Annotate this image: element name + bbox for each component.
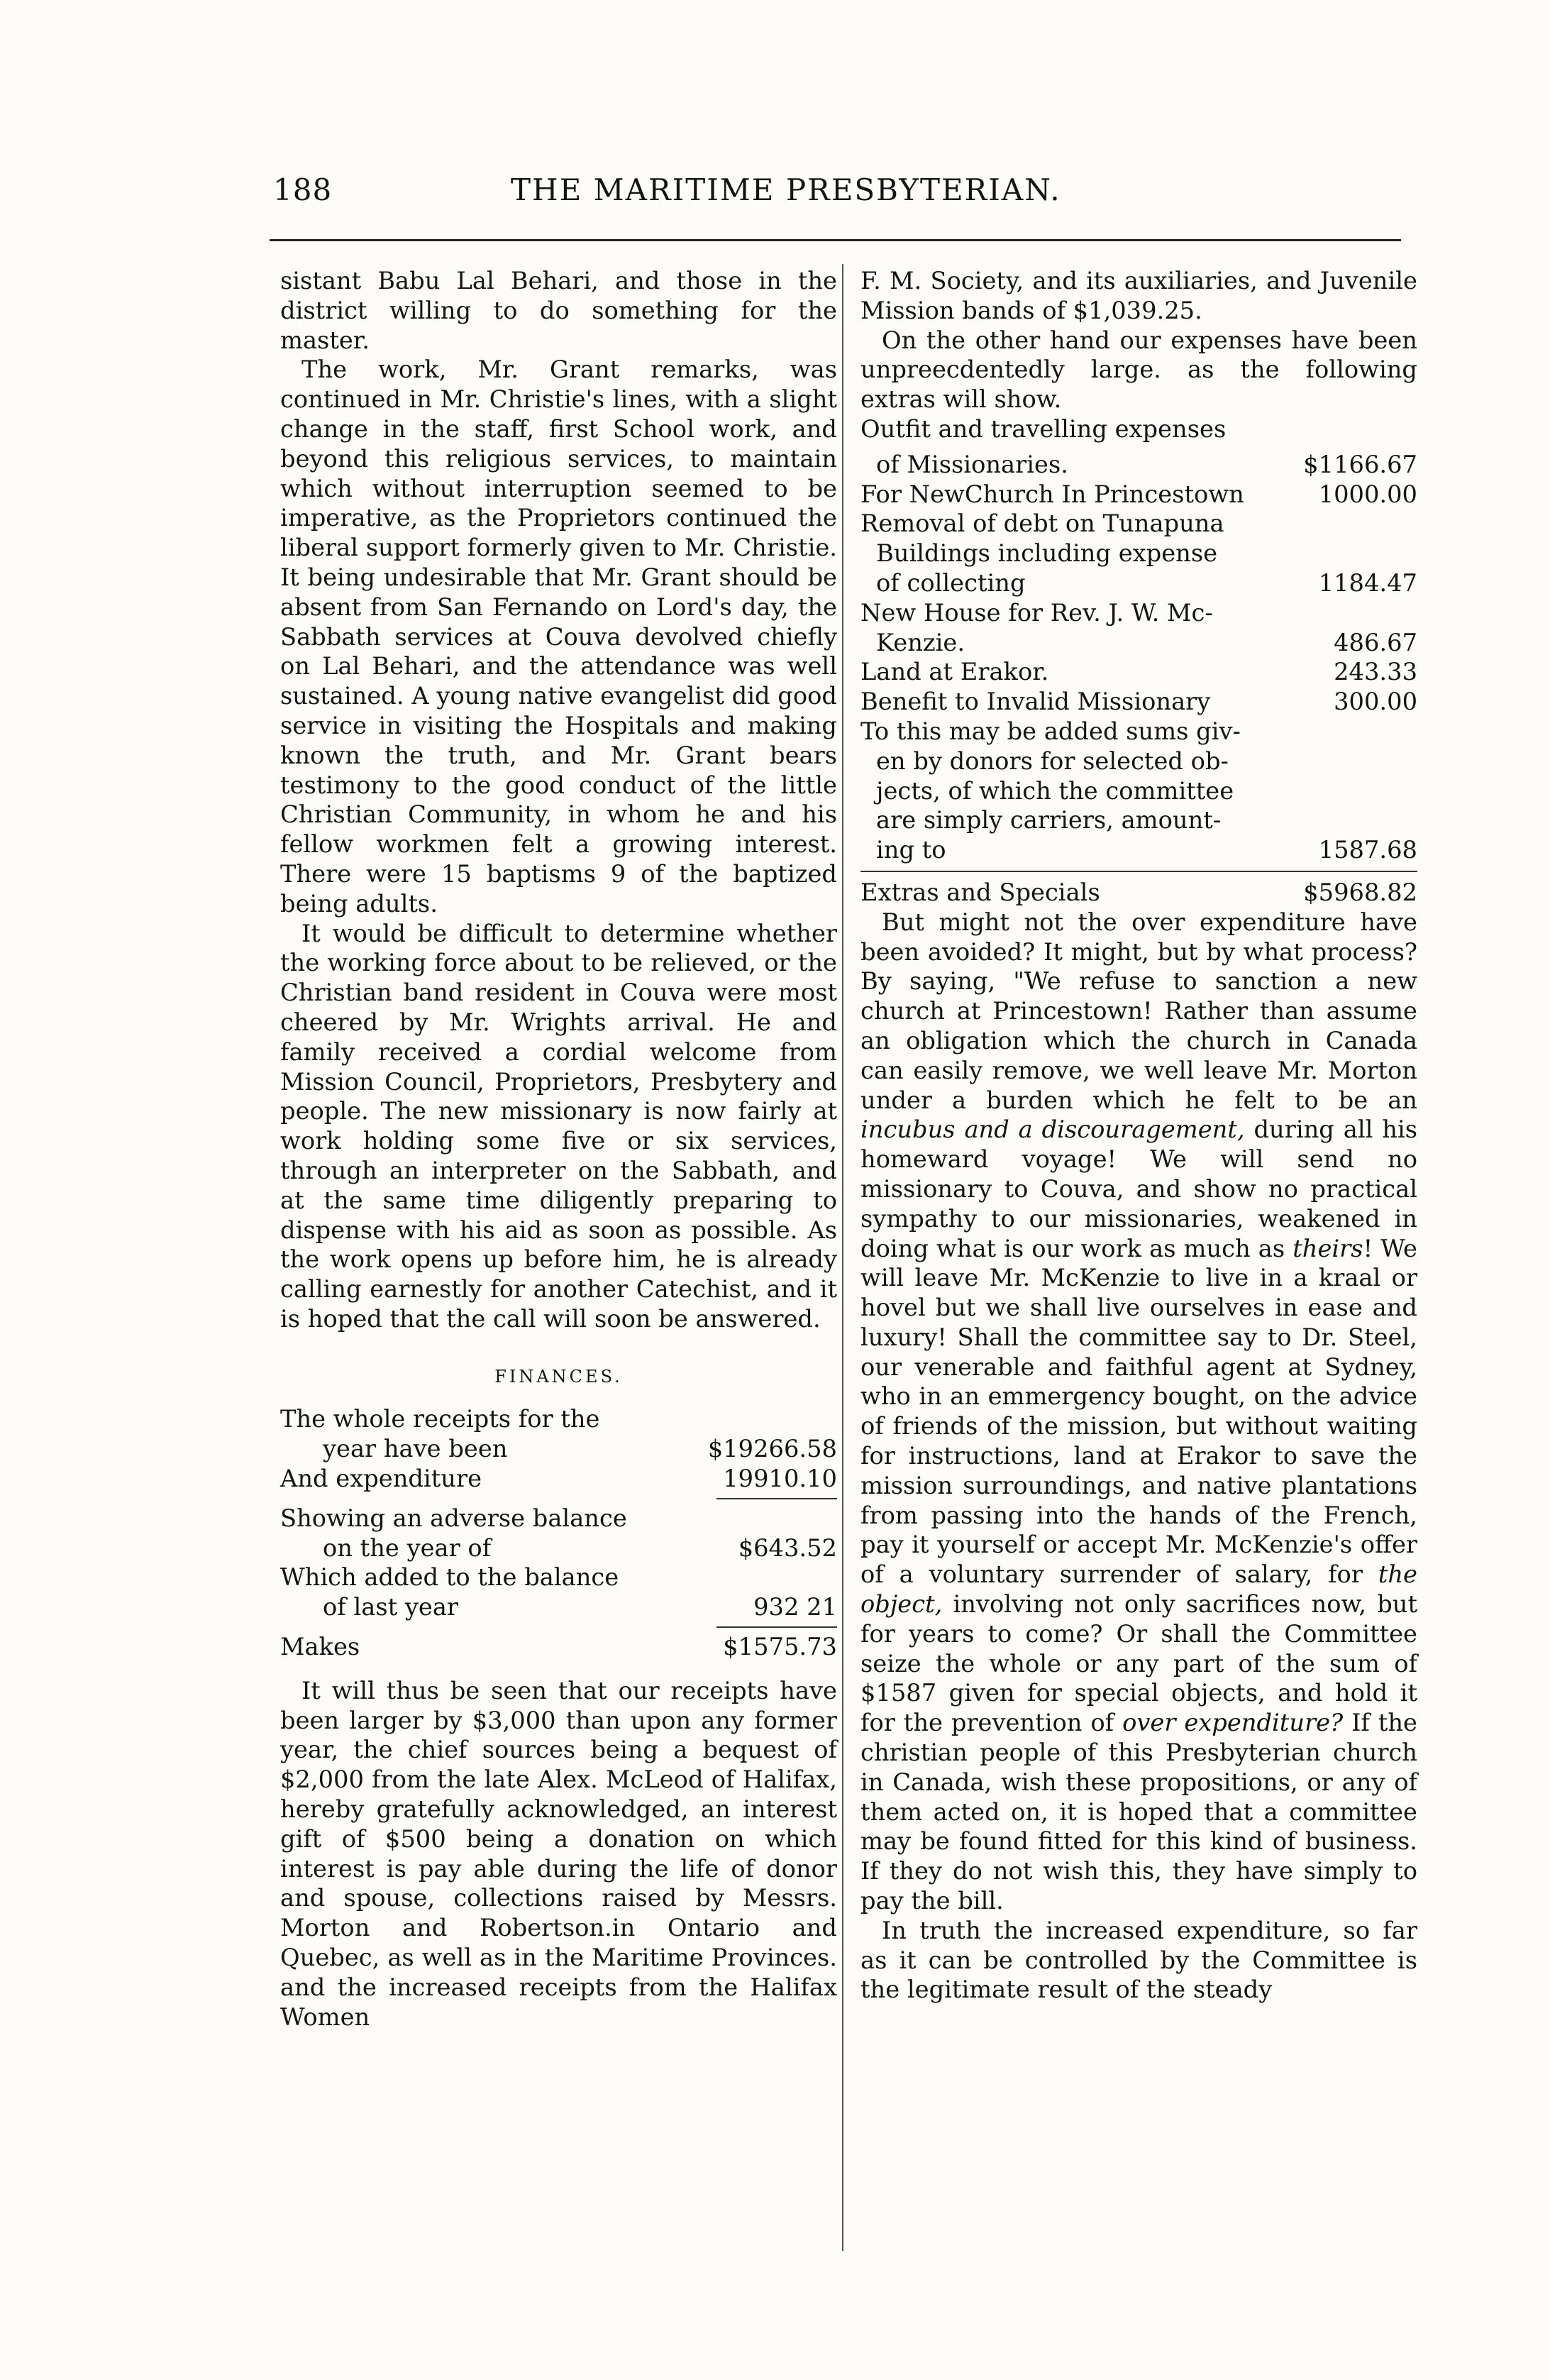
left-column <box>280 266 837 2032</box>
ledger-amount: $5968.82 <box>1303 878 1417 906</box>
text-run: If the christian people of this Presbyterian church in Canada, wish these propositions, or any of them acted on, it is hoped that a committee may be found fitted for this kind of business. If they do not wish this, they have simply to pay the bill. <box>860 1709 1417 1915</box>
ledger-amount: 1184.47 <box>1318 568 1417 597</box>
ledger-label: on the year of <box>323 1533 492 1562</box>
ledger-label: jects, of which the committee <box>876 776 1234 805</box>
ledger-label: And expenditure <box>280 1465 482 1493</box>
ledger-label: New House for Rev. J. W. Mc- <box>860 598 1213 627</box>
text-run: during all his homeward voyage! We will send no missionary to Couva, and show no practical sympathy to our missionaries, weakened in doing what is our work as much as <box>860 1115 1418 1262</box>
ledger-label: en by donors for selected ob- <box>876 746 1229 775</box>
ledger-label: For NewChurch In Princestown <box>860 480 1244 508</box>
ledger-label: Showing an adverse balance <box>280 1504 627 1532</box>
emphasis-run: over expenditure? <box>1122 1709 1344 1737</box>
emphasis-run: theirs <box>1292 1234 1363 1262</box>
right-paragraph-3 <box>860 908 1417 1916</box>
ledger-amount: $1166.67 <box>1303 450 1417 478</box>
ledger-amount: $643.52 <box>738 1533 837 1562</box>
ledger-rule <box>860 871 1417 872</box>
finances-ledger <box>280 1404 837 1675</box>
emphasis-run: the object, <box>860 1560 1417 1619</box>
column-divider <box>842 264 843 2251</box>
ledger-label: Outfit and travelling expenses <box>860 414 1227 443</box>
ledger-amount: 1000.00 <box>1318 480 1417 508</box>
left-paragraph-3: It would be difficult to determine whether the working force about to be relieved, or the Christian band resident in Couva were most cheered by Mr. Wrights arrival. He and family received a cordial welcome from Mission Council, Proprietors, Presbytery and people. The new missionary is now fairly at work holding some five or six services, through an interpreter on the Sabbath, and at the same time diligently preparing to dispense with his aid as soon as possible. As the work opens up before him, he is already calling earnestly for another Catechist, and it is hoped that the call will soon be answered. <box>280 919 837 1333</box>
ledger-amount: 1587.68 <box>1318 836 1417 864</box>
ledger-amount: 932 21 <box>753 1593 837 1621</box>
ledger-amount: 300.00 <box>1334 688 1417 716</box>
ledger-label: Extras and Specials <box>860 878 1100 906</box>
ledger-label: year have been <box>323 1435 508 1463</box>
ledger-label: Removal of debt on Tunapuna <box>860 509 1224 538</box>
ledger-rule <box>280 1626 837 1628</box>
ledger-label: of collecting <box>876 568 1026 597</box>
page-header <box>0 169 1550 226</box>
ledger-label: Kenzie. <box>876 628 965 656</box>
ledger-label: The whole receipts for the <box>280 1405 600 1433</box>
left-paragraph-4: It will thus be seen that our receipts have been larger by $3,000 than upon any former year, the chief sources being a bequest of $2,000 from the late Alex. McLeod of Halifax, hereby gratefully acknowledged, an interest gift of $500 being a donation on which interest is pay able during the life of donor and spouse, collections raised by Messrs. Morton and Robertson.in Ontario and Quebec, as well as in the Maritime Provinces. and the increased receipts from the Halifax Women <box>280 1676 837 2031</box>
ledger-amount: $1575.73 <box>723 1633 837 1661</box>
right-paragraph-1: F. M. Society, and its auxiliaries, and Juvenile Mission bands of $1,039.25. <box>860 267 1417 324</box>
left-paragraph-1: sistant Babu Lal Behari, and those in the district willing to do something for the master. <box>280 267 837 354</box>
text-run: involving not only sacrifices now, but for years to come? Or shall the Committee seize the whole or any part of the sum of $1587 given for special objects, and hold it for the prevention of <box>860 1590 1417 1737</box>
page-number: 188 <box>273 172 333 207</box>
ledger-label: Benefit to Invalid Missionary <box>860 688 1211 716</box>
ledger-amount: 19910.10 <box>723 1465 837 1493</box>
ledger-amount: 486.67 <box>1334 628 1417 656</box>
running-title: THE MARITIME PRESBYTERIAN. <box>511 172 1061 207</box>
finances-heading: FINANCES. <box>494 1366 623 1387</box>
ledger-label: of last year <box>323 1593 459 1621</box>
ledger-label: Makes <box>280 1633 360 1661</box>
right-column <box>860 266 1417 2005</box>
ledger-label: ing to <box>876 836 946 864</box>
extras-ledger <box>860 414 1417 908</box>
ledger-label: Land at Erakor. <box>860 658 1049 686</box>
emphasis-run: incubus and a discouragement, <box>860 1115 1245 1144</box>
ledger-rule <box>280 1498 837 1499</box>
right-paragraph-4: In truth the increased expenditure, so far as it can be controlled by the Committee is the legitimate result of the steady <box>860 1916 1417 2004</box>
right-paragraph-2: On the other hand our expenses have been unpreecdentedly large. as the following extras will show. <box>860 326 1417 414</box>
ledger-label: are simply carriers, amount- <box>876 806 1222 834</box>
left-paragraph-2: The work, Mr. Grant remarks, was continued in Mr. Christie's lines, with a slight change in the staff, first School work, and beyond this religious services, to maintain which without interruption seemed to be imperative, as the Proprietors continued the liberal support formerly given to Mr. Christie. It being undesirable that Mr. Grant should be absent from San Fernando on Lord's day, the Sabbath services at Couva devolved chiefly on Lal Behari, and the attendance was well sustained. A young native evangelist did good service in visiting the Hospitals and making known the truth, and Mr. Grant bears testimony to the good conduct of the little Christian Community, in whom he and his fellow workmen felt a growing interest. There were 15 baptisms 9 of the baptized being adults. <box>280 356 837 918</box>
text-run: But might not the over expenditure have been avoided? It might, but by what process? By saying, "We refuse to sanction a new church at Princestown! Rather than assume an obligation which the church in Canada can easily remove, we well leave Mr. Morton under a burden which he felt to be an <box>860 908 1417 1114</box>
ledger-amount: $19266.58 <box>707 1435 837 1463</box>
ledger-amount: 243.33 <box>1334 658 1417 686</box>
ledger-label: Buildings including expense <box>876 539 1218 568</box>
ledger-label: To this may be added sums giv- <box>860 717 1241 745</box>
ledger-label: Which added to the balance <box>280 1563 619 1592</box>
ledger-label: of Missionaries. <box>876 450 1068 478</box>
text-run: ! We will leave Mr. McKenzie to live in a kraal or hovel but we shall live ourselves in ease and luxury! Shall the committee say to Dr. Steel, our venerable and faithful agent at Sydney, who in an emmergency bought, on the advice of friends of the mission, but without waiting for instructions, land at Erakor to save the mission surroundings, and native plantations from passing into the hands of the French, pay it yourself or accept Mr. McKenzie's offer of a voluntary surrender of salary, for <box>860 1234 1417 1589</box>
header-rule <box>270 239 1401 241</box>
